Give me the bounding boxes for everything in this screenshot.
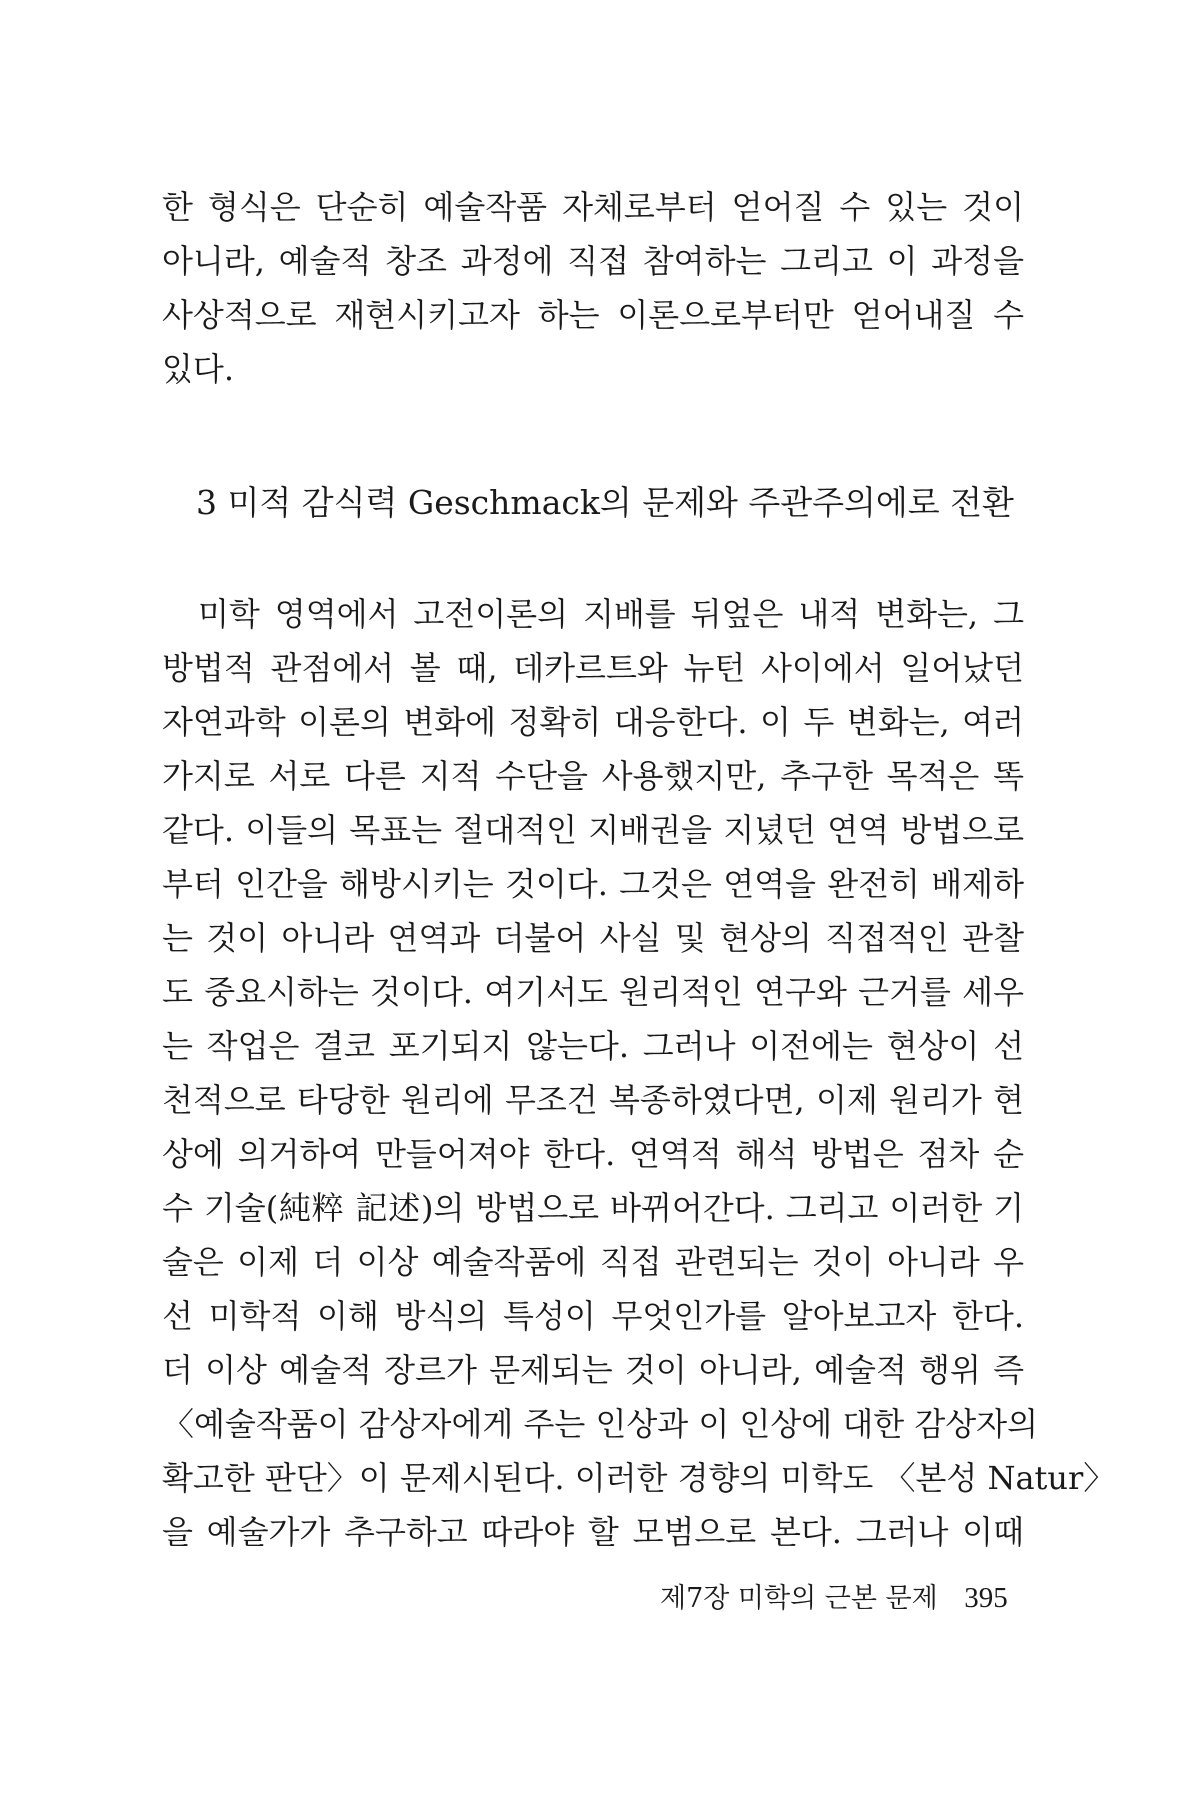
text-line: 술은 이제 더 이상 예술작품에 직접 관련되는 것이 아니라 우 bbox=[162, 1243, 1024, 1281]
text-line: 한 형식은 단순히 예술작품 자체로부터 얻어질 수 있는 것이 bbox=[162, 188, 1024, 226]
text-line: 선 미학적 이해 방식의 특성이 무엇인가를 알아보고자 한다. bbox=[162, 1297, 1024, 1335]
text-line: 방법적 관점에서 볼 때, 데카르트와 뉴턴 사이에서 일어났던 bbox=[162, 649, 1024, 687]
text-line: 상에 의거하여 만들어져야 한다. 연역적 해석 방법은 점차 순 bbox=[162, 1135, 1024, 1173]
text-line: 는 작업은 결코 포기되지 않는다. 그러나 이전에는 현상이 선 bbox=[162, 1027, 1024, 1065]
text-line: 〈예술작품이 감상자에게 주는 인상과 이 인상에 대한 감상자의 bbox=[162, 1405, 1039, 1443]
text-line: 가지로 서로 다른 지적 수단을 사용했지만, 추구한 목적은 똑 bbox=[162, 757, 1024, 795]
section-heading: 3 미적 감식력 Geschmack의 문제와 주관주의에로 전환 bbox=[196, 483, 1014, 522]
page-number: 395 bbox=[964, 1582, 1008, 1614]
text-line: 천적으로 타당한 원리에 무조건 복종하였다면, 이제 원리가 현 bbox=[162, 1081, 1024, 1119]
body-paragraph bbox=[162, 587, 1116, 1559]
page-footer bbox=[660, 1578, 1020, 1619]
text-line: 사상적으로 재현시키고자 하는 이론으로부터만 얻어내질 수 bbox=[162, 296, 1024, 334]
text-line: 을 예술가가 추구하고 따라야 할 모범으로 본다. 그러나 이때 bbox=[162, 1513, 1024, 1551]
text-line: 는 것이 아니라 연역과 더불어 사실 및 현상의 직접적인 관찰 bbox=[162, 919, 1024, 957]
running-footer-chapter-title: 제7장 미학의 근본 문제 bbox=[660, 1583, 938, 1614]
text-line: 부터 인간을 해방시키는 것이다. 그것은 연역을 완전히 배제하 bbox=[162, 865, 1024, 903]
text-line: 수 기술(純粹 記述)의 방법으로 바뀌어간다. 그리고 이러한 기 bbox=[162, 1189, 1024, 1227]
text-line: 미학 영역에서 고전이론의 지배를 뒤엎은 내적 변화는, 그 bbox=[198, 595, 1024, 633]
text-line: 자연과학 이론의 변화에 정확히 대응한다. 이 두 변화는, 여러 bbox=[162, 703, 1024, 741]
intro-paragraph bbox=[162, 180, 1024, 396]
text-line: 더 이상 예술적 장르가 문제되는 것이 아니라, 예술적 행위 즉 bbox=[162, 1351, 1024, 1389]
text-line: 있다. bbox=[162, 350, 234, 388]
text-line: 같다. 이들의 목표는 절대적인 지배권을 지녔던 연역 방법으로 bbox=[162, 811, 1024, 849]
text-line: 도 중요시하는 것이다. 여기서도 원리적인 연구와 근거를 세우 bbox=[162, 973, 1024, 1011]
text-line: 확고한 판단〉이 문제시된다. 이러한 경향의 미학도 〈본성 Natur〉 bbox=[162, 1459, 1116, 1497]
text-line: 아니라, 예술적 창조 과정에 직접 참여하는 그리고 이 과정을 bbox=[162, 242, 1024, 280]
